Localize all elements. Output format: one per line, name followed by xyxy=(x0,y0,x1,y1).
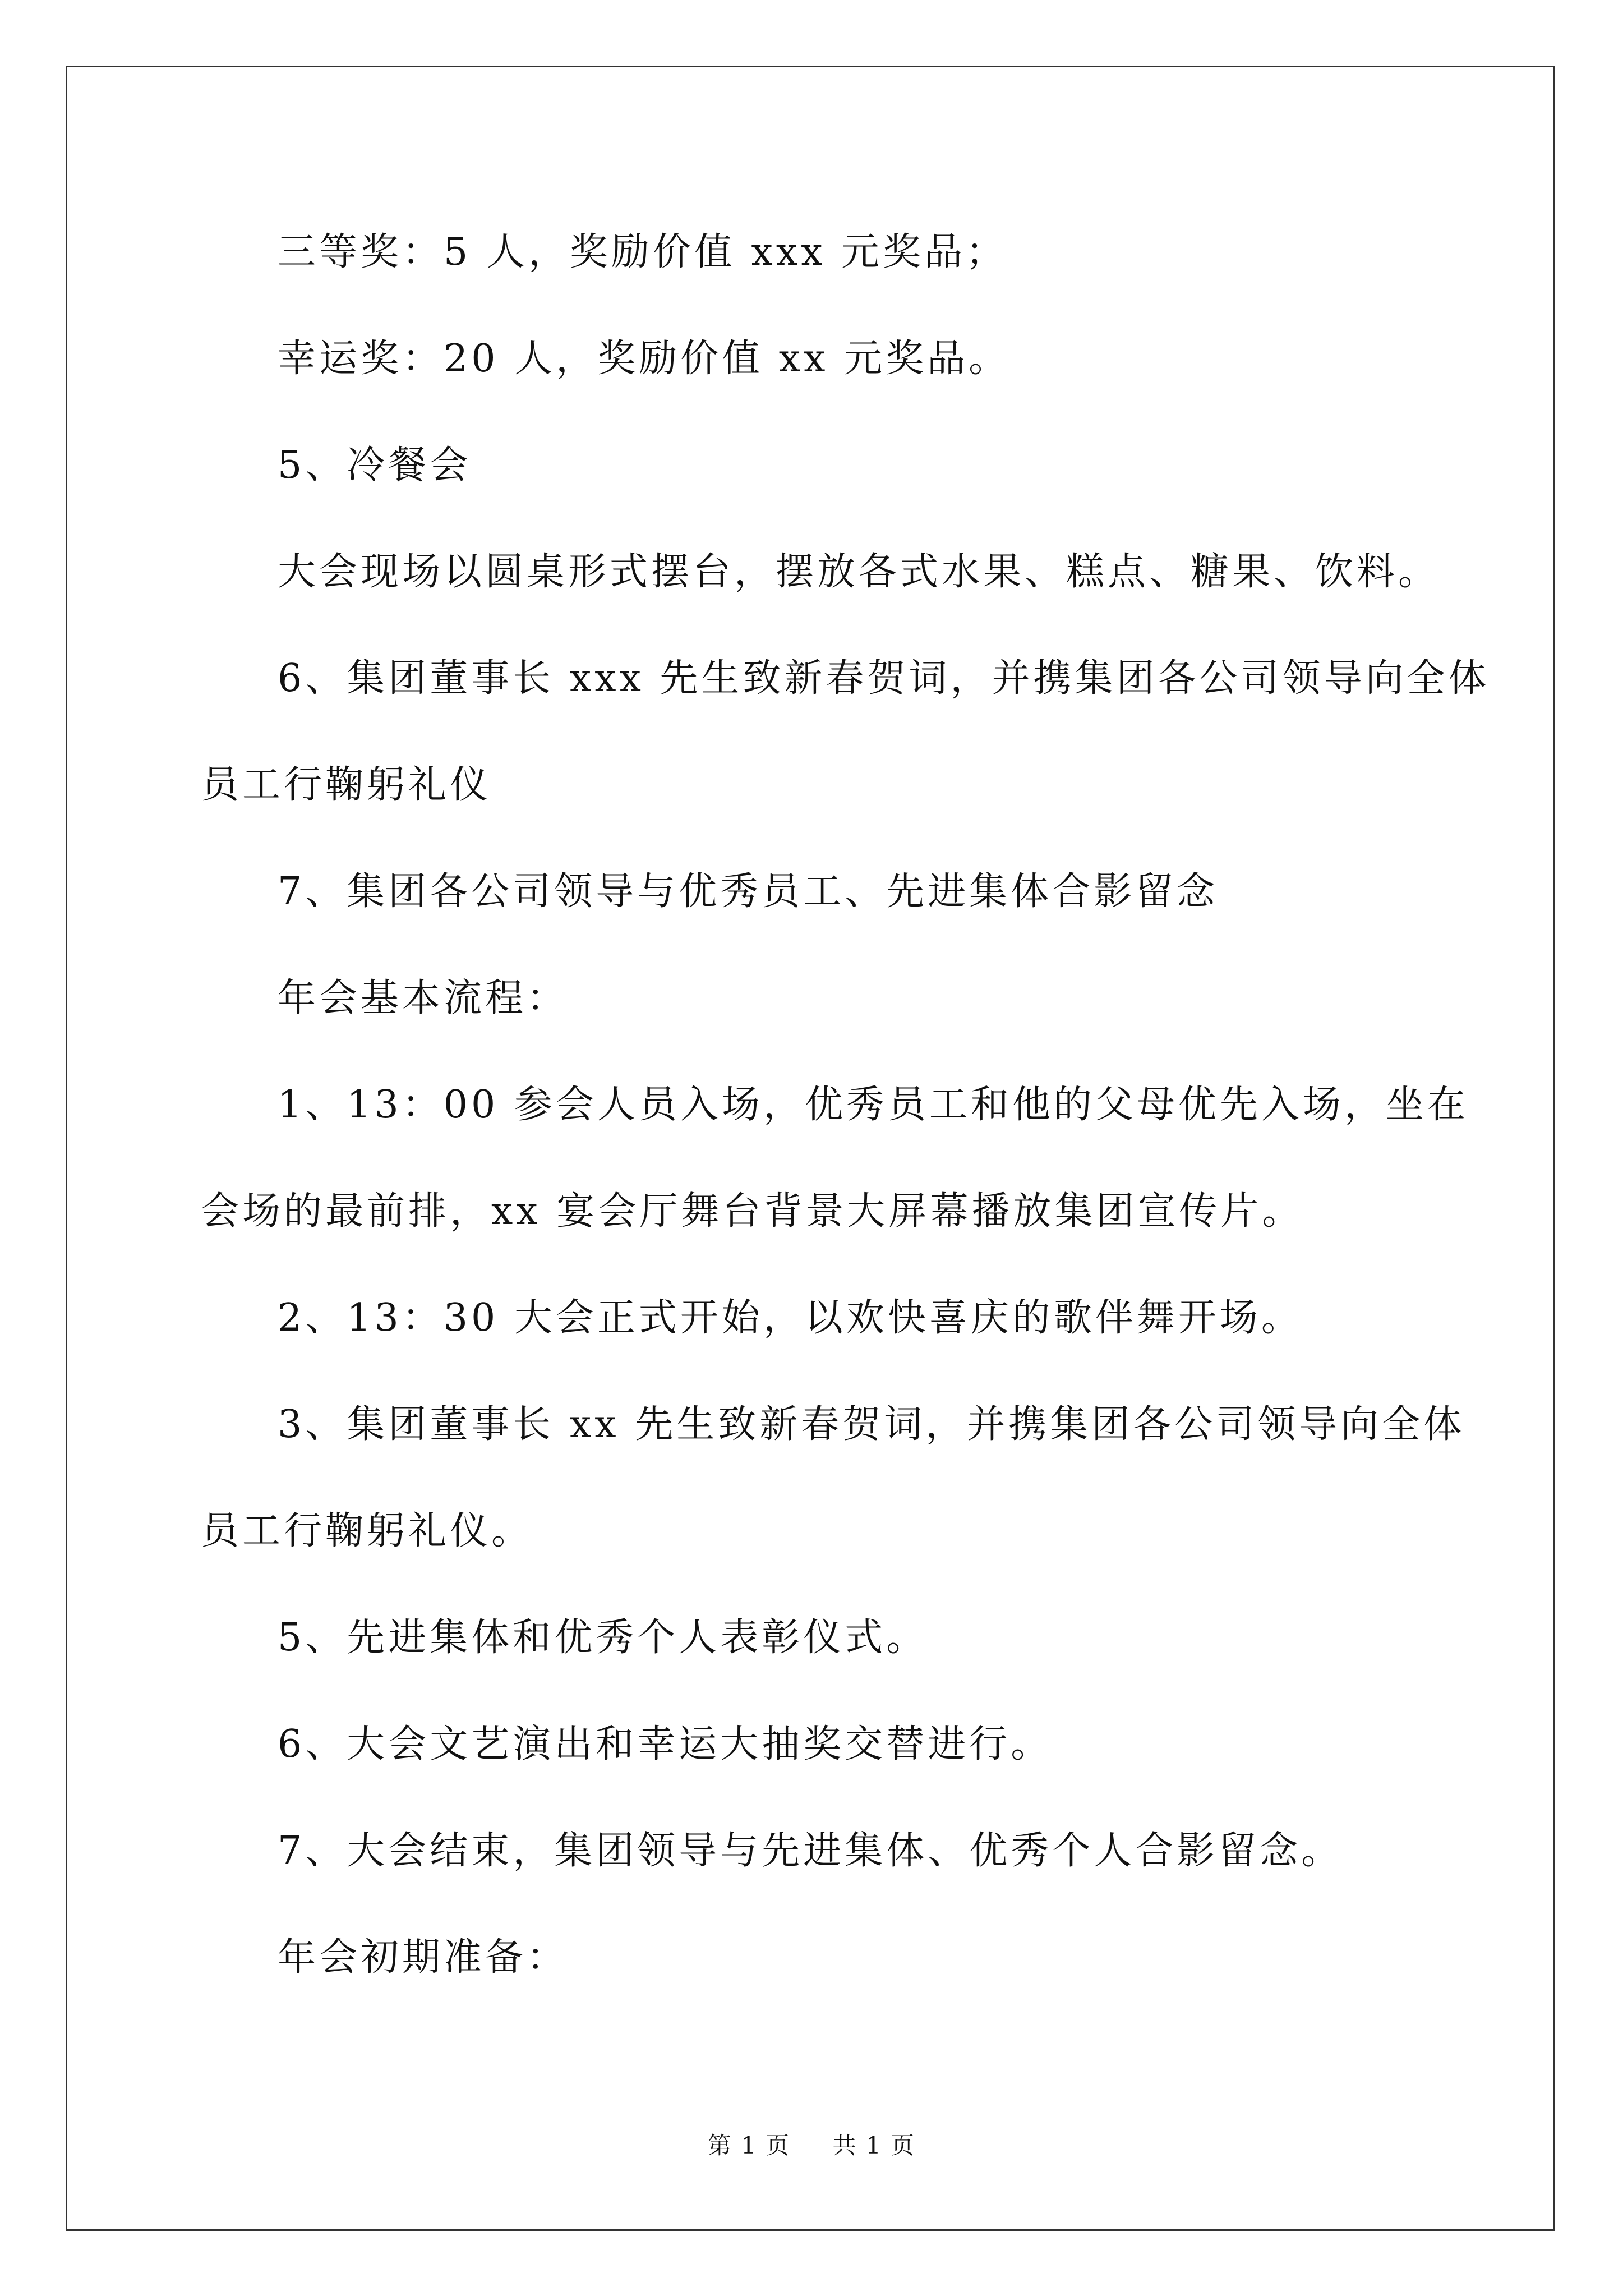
paragraph-line: 7、集团各公司领导与优秀员工、先进集体合影留念 xyxy=(278,869,1219,914)
paragraph-line: 6、集团董事长 xxx 先生致新春贺词，并携集团各公司领导向全体 xyxy=(278,656,1490,701)
paragraph-line: 5、先进集体和优秀个人表彰仪式。 xyxy=(278,1616,928,1660)
paragraph-line: 员工行鞠躬礼仪 xyxy=(201,763,492,807)
paragraph-line: 3、集团董事长 xx 先生致新春贺词，并携集团各公司领导向全体 xyxy=(278,1402,1465,1447)
paragraph-line: 大会现场以圆桌形式摆台，摆放各式水果、糕点、糖果、饮料。 xyxy=(278,550,1440,594)
paragraph-line: 2、13：30 大会正式开始，以欢快喜庆的歌伴舞开场。 xyxy=(278,1296,1303,1340)
paragraph-line: 7、大会结束，集团领导与先进集体、优秀个人合影留念。 xyxy=(278,1829,1343,1873)
paragraph-line: 会场的最前排，xx 宴会厅舞台背景大屏幕播放集团宣传片。 xyxy=(201,1189,1304,1234)
page-border xyxy=(66,66,1555,2231)
paragraph-line: 三等奖：5 人，奖励价值 xxx 元奖品； xyxy=(278,230,1008,274)
paragraph-line: 年会初期准备： xyxy=(278,1935,569,1980)
paragraph-line: 幸运奖：20 人，奖励价值 xx 元奖品。 xyxy=(278,337,1011,381)
page-number-current: 第 1 页 xyxy=(707,2132,791,2159)
paragraph-line: 5、冷餐会 xyxy=(278,443,472,487)
paragraph-line: 6、大会文艺演出和幸运大抽奖交替进行。 xyxy=(278,1722,1053,1766)
page-number-total: 共 1 页 xyxy=(832,2132,916,2159)
page-footer xyxy=(0,2129,1623,2162)
paragraph-line: 员工行鞠躬礼仪。 xyxy=(201,1509,533,1553)
paragraph-line: 年会基本流程： xyxy=(278,976,569,1020)
paragraph-line: 1、13：00 参会人员入场，优秀员工和他的父母优先入场，坐在 xyxy=(278,1083,1469,1127)
